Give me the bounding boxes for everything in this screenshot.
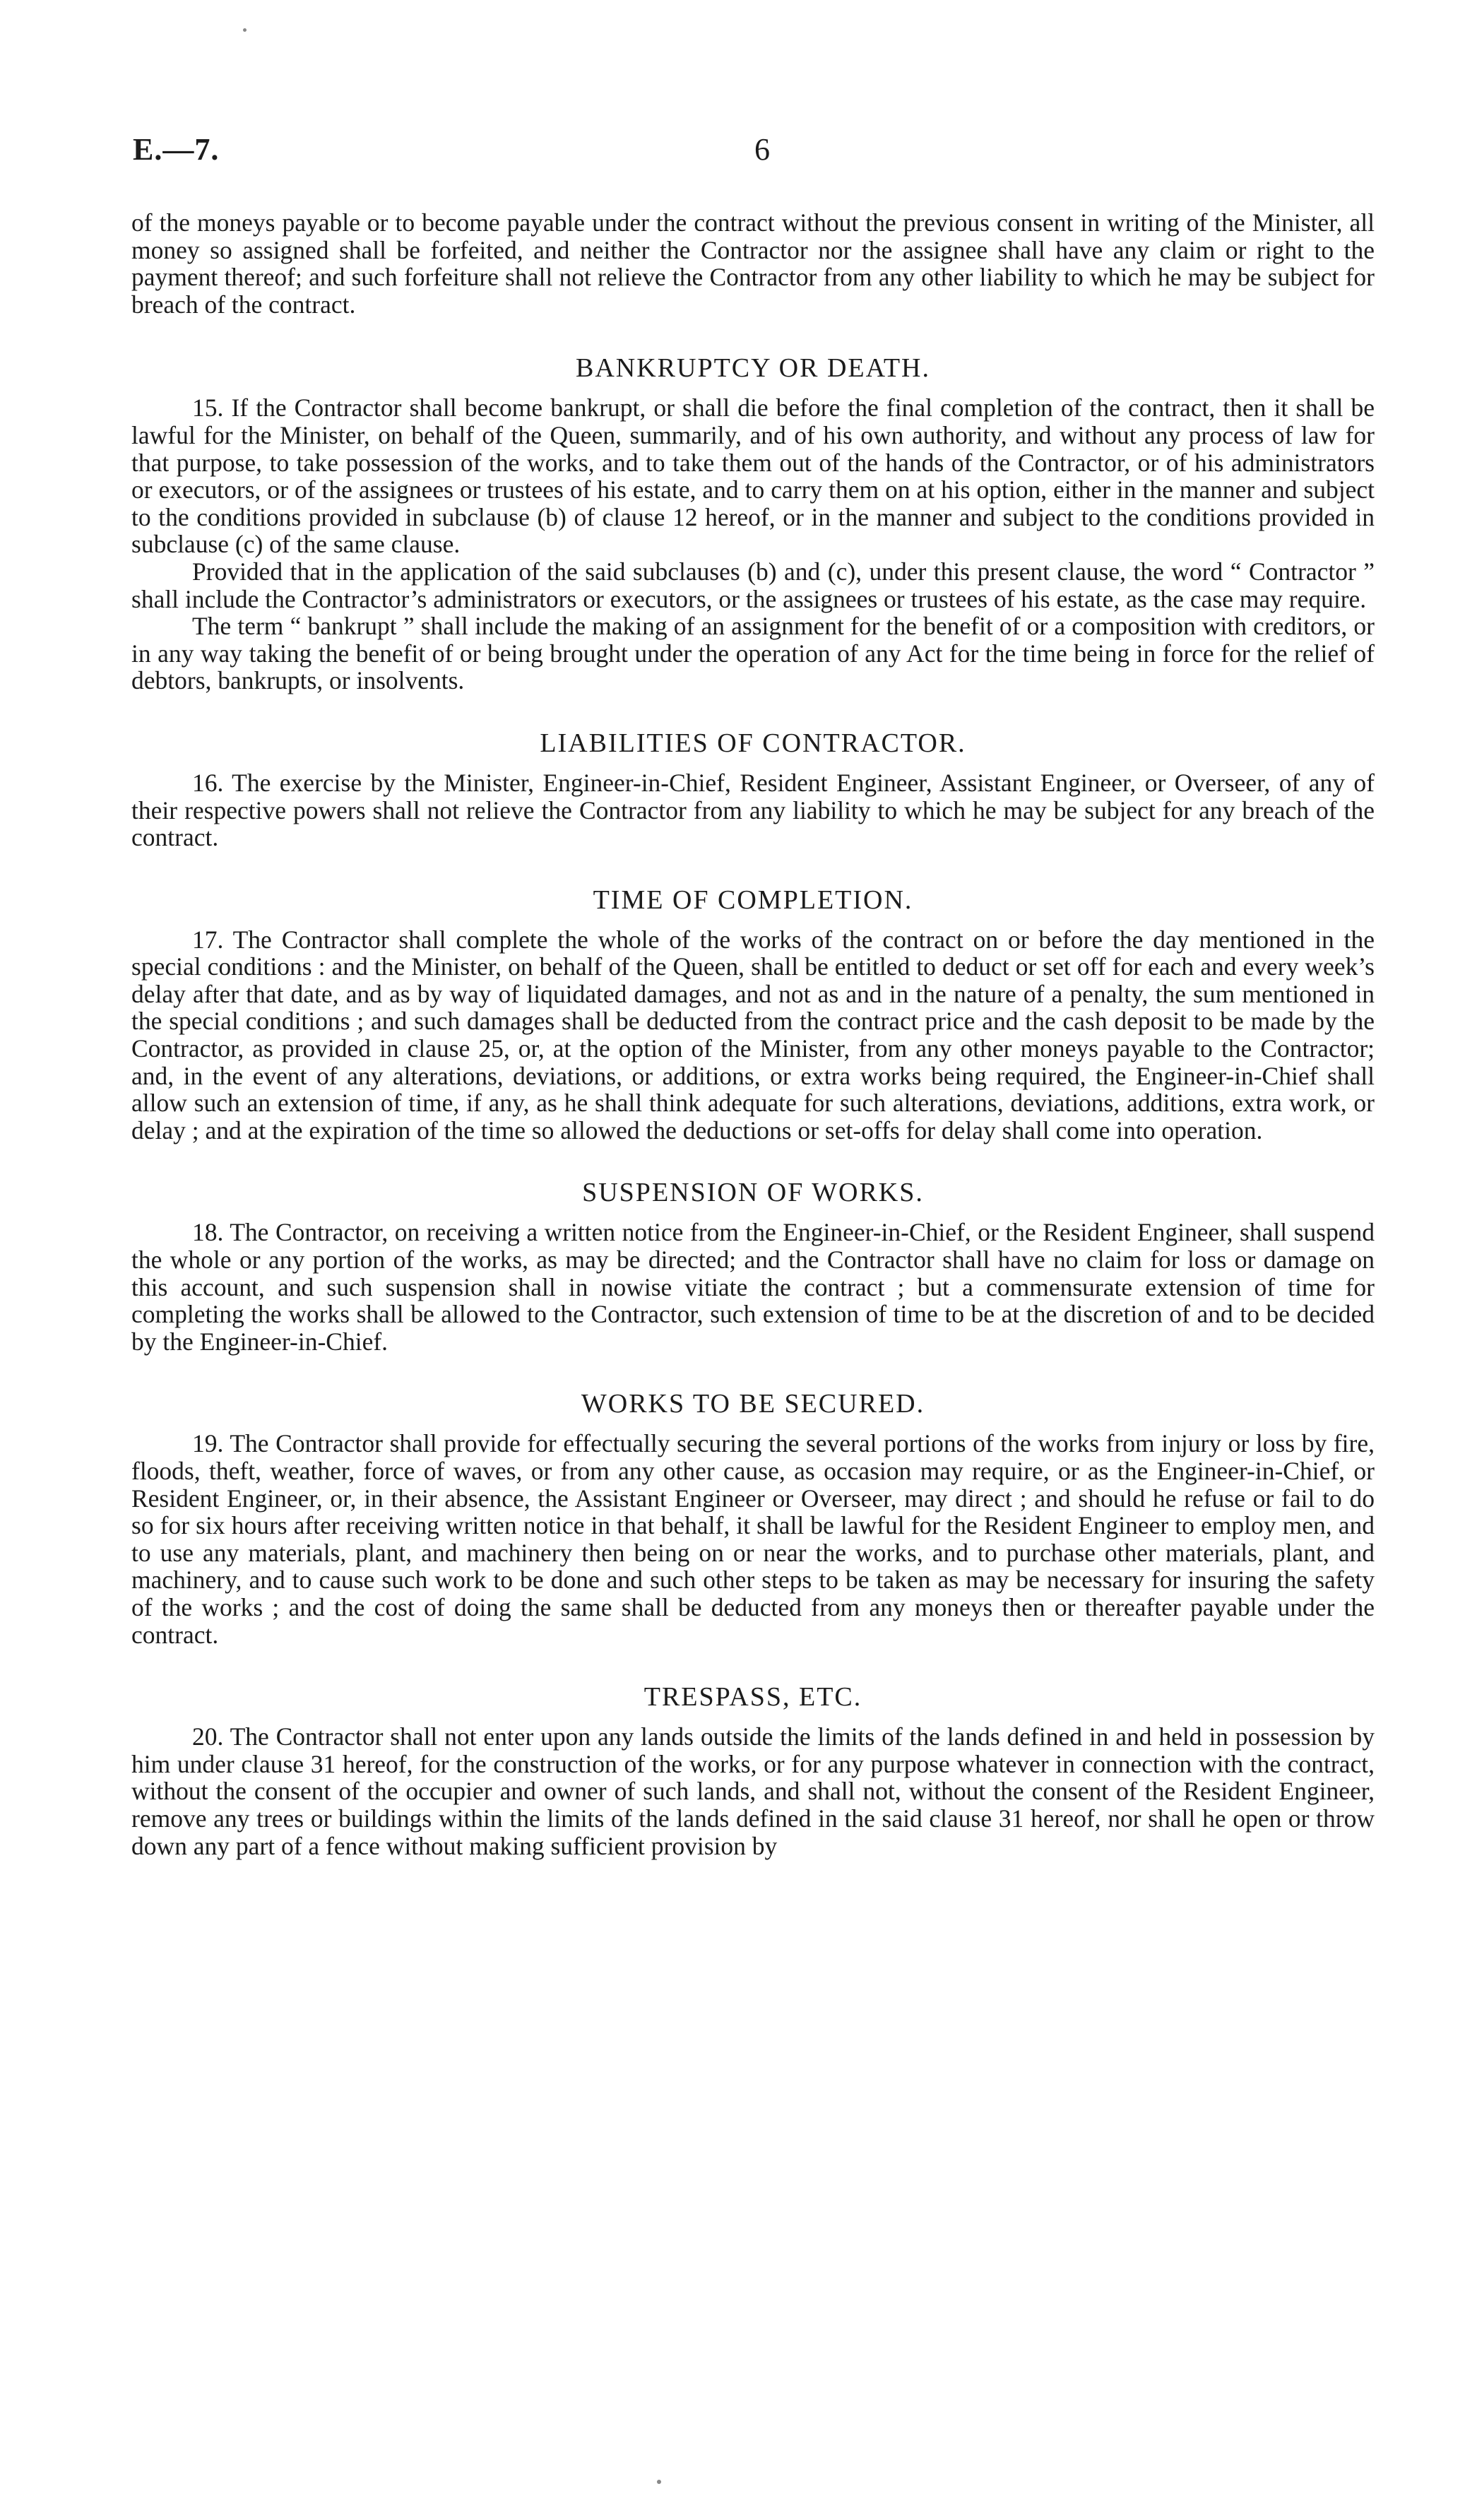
clause-15-bankrupt-definition: The term “ bankrupt ” shall include the making of an assignment for the benefit of or a composition with creditors, or in any way taking the benefit of or being brought under the operation of any Act for the time being in force for the relief of debtors, bankrupts, or insolvents. (131, 612, 1375, 695)
document-code: E.—7. (133, 132, 220, 167)
section-heading: SUSPENSION OF WORKS. (582, 1178, 924, 1208)
clause-20: 20. The Contractor shall not enter upon any lands outside the limits of the lands defined in and held in possession by him under clause 31 hereof, for the construction of the works, or for any purpose whatever in connection with the contract, without the consent of the occupier and owner of such lands, and shall not, without the consent of the Resident Engineer, remove any trees or buildings within the limits of the lands defined in the said clause 31 hereof, nor shall he open or throw down any part of a fence without making sufficient provision by (131, 1722, 1375, 1860)
section-bankruptcy-or-death (131, 352, 1375, 694)
section-trespass-etc (131, 1681, 1375, 1859)
section-suspension-of-works (131, 1176, 1375, 1355)
section-heading: LIABILITIES OF CONTRACTOR. (540, 728, 966, 758)
margin-dot (657, 2480, 661, 2484)
section-heading: TRESPASS, ETC. (643, 1682, 862, 1712)
section-works-to-be-secured (131, 1388, 1375, 1648)
section-heading: BANKRUPTCY OR DEATH. (575, 353, 930, 384)
clause-15: 15. If the Contractor shall become bankrupt, or shall die before the final completion of the contract, then it shall be lawful for the Minister, on behalf of the Queen, summarily, and of his own authority, and without any process of law for that purpose, to take possession of the works, and to take them out of the hands of the Contractor, or of his administrators or executors, or of the assignees or trustees of his estate, and to carry them on at his option, either in the manner and subject to the conditions provided in subclause (b) of clause 12 hereof, or in the manner and subject to the conditions provided in subclause (c) of the same clause. (131, 394, 1375, 559)
margin-dot (243, 28, 247, 32)
page-header (133, 131, 1376, 181)
clause-17: 17. The Contractor shall complete the whole of the works of the contract on or before the day mentioned in the special conditions : and the Minister, on behalf of the Queen, shall be entitled to deduct or set off for each and every week’s delay after that date, and as by way of liquidated damages, and not as and in the nature of a penalty, the sum mentioned in the special conditions ; and such damages shall be deducted from the contract price and the cash deposit to be made by the Contractor, as provided in clause 25, or, at the option of the Minister, from any other moneys payable to the Contractor; and, in the event of any alterations, deviations, or additions, or extra works being required, the Engineer-in-Chief shall allow such an extension of time, if any, as he shall think adequate for such alterations, deviations, additions, extra work, or delay ; and at the expiration of the time so allowed the deductions or set-offs for delay shall come into operation. (131, 925, 1375, 1144)
section-heading: WORKS TO BE SECURED. (581, 1389, 925, 1419)
section-liabilities-of-contractor (131, 727, 1375, 851)
section-heading: TIME OF COMPLETION. (593, 885, 913, 915)
clause-15-proviso: Provided that in the application of the said subclauses (b) and (c), under this present clause, the word “ Contractor ” shall include the Contractor’s administrators or executors, or the assignees or trustees of his estate, as the case may require. (131, 557, 1375, 613)
opening-paragraph: of the moneys payable or to become payable under the contract without the previous consent in writing of the Minister, all money so assigned shall be forfeited, and neither the Contractor nor the assignee shall have any claim or right to the payment thereof; and such forfeiture shall not relieve the Contractor from any other liability to which he may be subject for breach of the contract. (131, 208, 1375, 319)
clause-19: 19. The Contractor shall provide for effectually securing the several portions of the works from injury or loss by fire, floods, theft, weather, force of waves, or from any other cause, as occasion may require, or as the Engineer-in-Chief, or Resident Engineer, or, in their absence, the Assistant Engineer or Overseer, may direct ; and should he refuse or fail to do so for six hours after receiving written notice in that behalf, it shall be lawful for the Resident Engineer to employ men, and to use any materials, plant, and machinery then being on or near the works, and to purchase other materials, plant, and machinery, and to cause such work to be done and such other steps to be taken as may be necessary for insuring the safety of the works ; and the cost of doing the same shall be deducted from any moneys then or thereafter payable under the contract. (131, 1429, 1375, 1649)
section-time-of-completion (131, 884, 1375, 1144)
page-number: 6 (754, 132, 770, 167)
clause-16: 16. The exercise by the Minister, Engineer-in-Chief, Resident Engineer, Assistant Engineer, or Overseer, of any of their respective powers shall not relieve the Contractor from any liability to which he may be subject for any breach of the contract. (131, 768, 1375, 852)
clause-18: 18. The Contractor, on receiving a written notice from the Engineer-in-Chief, or the Resident Engineer, shall suspend the whole or any portion of the works, as may be directed; and the Contractor shall have no claim for loss or damage on this account, and such suspension shall in nowise vitiate the contract ; but a commensurate extension of time for completing the works shall be allowed to the Contractor, such extension of time to be at the discretion of and to be decided by the Engineer-in-Chief. (131, 1218, 1375, 1356)
document-body (131, 209, 1375, 1892)
